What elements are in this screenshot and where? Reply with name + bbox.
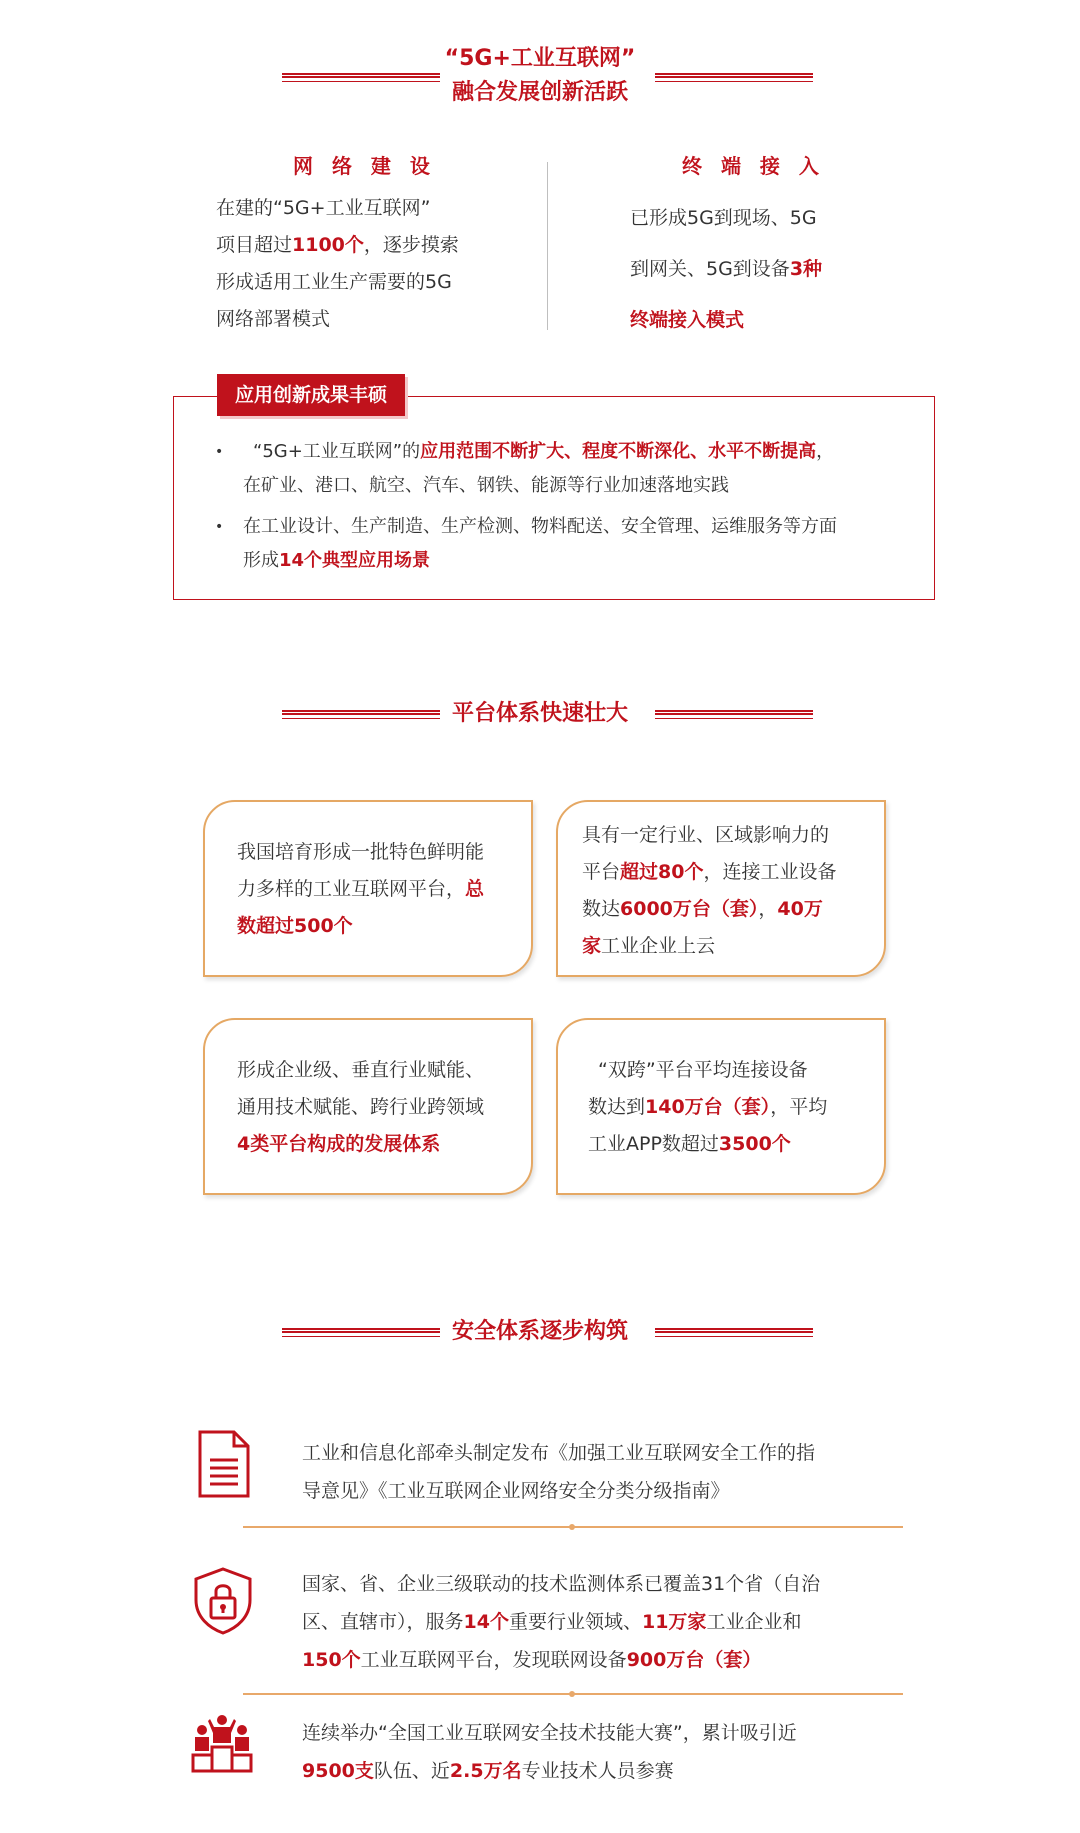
- terminal-highlight: 3种: [789, 258, 823, 280]
- card2-line1: 具有一定行业、区域影响力的: [582, 824, 830, 846]
- security-section-title: [0, 1315, 1080, 1349]
- security-row2-highlight2: 11万家: [641, 1611, 707, 1633]
- security-row1-line1: 工业和信息化部牵头制定发布《加强工业互联网安全工作的指: [302, 1442, 816, 1464]
- security-row2-line3-mid: 工业互联网平台，发现联网设备: [360, 1649, 627, 1671]
- application-tab: 应用创新成果丰硕: [217, 374, 405, 416]
- network-highlight: 1100个: [292, 234, 364, 256]
- security-row2-line1: 国家、省、企业三级联动的技术监测体系已覆盖31个省（自治: [302, 1573, 821, 1595]
- card2-line4-highlight: 家: [582, 935, 602, 957]
- bullet2-pre: 形成: [243, 550, 279, 571]
- platform-card-3-text: [237, 1052, 484, 1163]
- terminal-text: [630, 193, 822, 346]
- document-icon: [198, 1430, 250, 1502]
- network-line1: 在建的“5G+工业互联网”: [216, 197, 431, 219]
- platform-card-1-text: [237, 834, 484, 945]
- card2-line2-post: ，连接工业设备: [703, 861, 837, 883]
- page-title-line2: 融合发展创新活跃: [451, 80, 628, 105]
- card1-line2-pre: 力多样的工业互联网平台，: [237, 878, 466, 900]
- terminal-heading: 终 端 接 入: [682, 154, 825, 178]
- page-title-line1: “5G+工业互联网”: [444, 46, 636, 71]
- card3-line3: 4类平台构成的发展体系: [237, 1133, 441, 1155]
- bullet2-line1: 在工业设计、生产制造、生产检测、物料配送、安全管理、运维服务等方面: [243, 516, 837, 537]
- platform-card-4-text: [588, 1052, 827, 1163]
- network-line4: 网络部署模式: [216, 308, 331, 330]
- network-line2-post: ，逐步摸索: [363, 234, 459, 256]
- platform-section-title: [0, 697, 1080, 731]
- card4-line2-pre: 数达到: [588, 1096, 646, 1118]
- security-row2-highlight3: 150个: [302, 1649, 361, 1671]
- security-row2-highlight1: 14个: [463, 1611, 509, 1633]
- terminal-line1: 已形成5G到现场、5G: [630, 207, 817, 229]
- network-text: [216, 190, 459, 338]
- application-bullet-2: [215, 510, 837, 578]
- bullet-icon: •: [215, 519, 224, 535]
- terminal-line3: 终端接入模式: [630, 309, 745, 331]
- security-row3-line2-post: 专业技术人员参赛: [521, 1760, 674, 1782]
- network-heading: 网 络 建 设: [293, 154, 436, 178]
- security-row2-line2-mid: 重要行业领域、: [508, 1611, 642, 1633]
- platform-title-text: 平台体系快速壮大: [451, 701, 628, 726]
- card1-line3: 数超过500个: [237, 915, 353, 937]
- bullet1-highlight: 应用范围不断扩大、程度不断深化、水平不断提高: [420, 441, 817, 462]
- security-row2-highlight4: 900万台（套）: [626, 1649, 762, 1671]
- security-row2-line2-post: 工业企业和: [706, 1611, 802, 1633]
- security-title-text: 安全体系逐步构筑: [451, 1319, 628, 1344]
- bullet-icon: •: [215, 444, 224, 460]
- terminal-line2: [630, 244, 822, 295]
- network-line2-pre: 项目超过: [216, 234, 293, 256]
- security-row1-line2: 导意见》《工业互联网企业网络安全分类分级指南》: [302, 1480, 730, 1502]
- security-row-3: [302, 1714, 922, 1790]
- card4-line1: “双跨”平台平均连接设备: [598, 1059, 808, 1081]
- terminal-line2-pre: 到网关、5G到设备: [630, 258, 790, 280]
- security-row3-highlight2: 2.5万名: [449, 1760, 522, 1782]
- shield-lock-icon: [192, 1566, 254, 1640]
- security-row3-line2-mid: 队伍、近: [373, 1760, 450, 1782]
- security-row3-line1: 连续举办“全国工业互联网安全技术技能大赛”，累计吸引近: [302, 1722, 797, 1744]
- card3-line2: 通用技术赋能、跨行业跨领域: [237, 1096, 485, 1118]
- page-title: [0, 42, 1080, 110]
- card2-line3-highlight2: 40万: [777, 898, 823, 920]
- card4-line2-post: ，平均: [770, 1096, 828, 1118]
- bullet1-line2: 在矿业、港口、航空、汽车、钢铁、能源等行业加速落地实践: [243, 475, 729, 496]
- card4-line3-highlight: 3500个: [718, 1133, 791, 1155]
- card2-line3-pre: 数达: [582, 898, 621, 920]
- security-row-2: [302, 1565, 922, 1679]
- card2-line3-highlight1: 6000万台（套）: [620, 898, 759, 920]
- security-divider-1: [243, 1526, 903, 1528]
- card3-line1: 形成企业级、垂直行业赋能、: [237, 1059, 485, 1081]
- platform-card-2-text: [582, 817, 836, 965]
- card1-line2-highlight: 总: [465, 878, 485, 900]
- bullet2-highlight: 14个典型应用场景: [279, 550, 431, 571]
- card1-line1: 我国培育形成一批特色鲜明能: [237, 841, 485, 863]
- network-line2: [216, 227, 459, 264]
- network-line3: 形成适用工业生产需要的5G: [216, 271, 452, 293]
- column-divider: [547, 162, 548, 330]
- card4-line2-highlight: 140万台（套）: [645, 1096, 771, 1118]
- security-row-1: [302, 1434, 922, 1510]
- card2-line2-pre: 平台: [582, 861, 621, 883]
- card2-line3-mid: ，: [758, 898, 778, 920]
- card4-line3-pre: 工业APP数超过: [588, 1133, 719, 1155]
- bullet1-post: ，: [816, 441, 835, 462]
- card2-line2-highlight: 超过80个: [620, 861, 704, 883]
- security-row3-highlight1: 9500支: [302, 1760, 374, 1782]
- security-row2-line2-pre: 区、直辖市），服务: [302, 1611, 464, 1633]
- team-podium-icon: [190, 1713, 254, 1777]
- application-bullet-1: [215, 435, 834, 503]
- bullet1-pre: “5G+工业互联网”的: [253, 441, 421, 462]
- card2-line4-post: 工业企业上云: [601, 935, 716, 957]
- security-divider-2: [243, 1693, 903, 1695]
